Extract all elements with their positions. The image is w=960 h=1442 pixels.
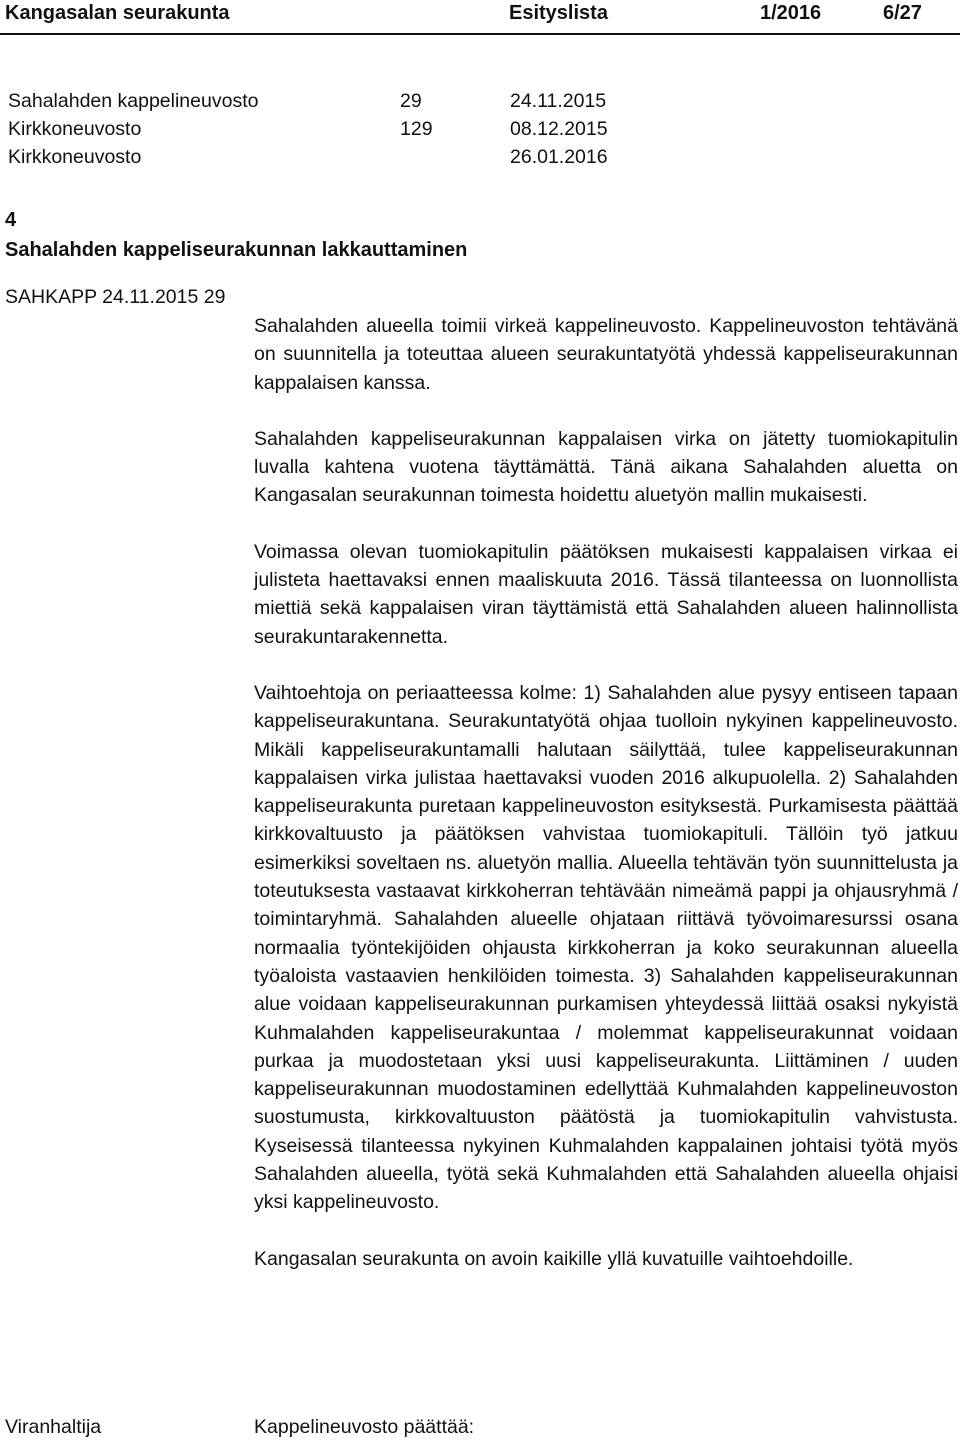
- item-heading: [5, 205, 467, 265]
- page-number: 6/27: [883, 2, 922, 24]
- paragraph: Sahalahden alueella toimii virkeä kappelineuvosto. Kappelineuvoston tehtävänä on suunnitella ja toteuttaa alueen seurakuntatyötä yhdessä kappeliseurakunnan kappalaisen kanssa.: [254, 315, 958, 394]
- item-reference: SAHKAPP 24.11.2015 29: [5, 286, 226, 308]
- item-number: 4: [5, 209, 17, 231]
- header-divider: [0, 33, 960, 35]
- document-type: Esityslista: [509, 2, 608, 24]
- history-number: 129: [400, 118, 433, 140]
- paragraph: Sahalahden kappeliseurakunnan kappalaisen virka on jätetty tuomiokapitulin luvalla kahtena vuotena täyttämättä. Tänä aikana Sahalahden aluetta on Kangasalan seurakunnan toimesta hoidettu aluetyön mallin mukaisesti.: [254, 427, 958, 507]
- item-title: Sahalahden kappeliseurakunnan lakkauttaminen: [5, 239, 468, 261]
- footer-right: Kappelineuvosto päättää:: [254, 1416, 475, 1438]
- paragraph: Voimassa olevan tuomiokapitulin päätöksen mukaisesti kappalaisen virkaa ei julisteta haettavaksi ennen maaliskuuta 2016. Tässä tilanteessa on luonnollista miettiä sekä kappalaisen viran täyttämistä että Sahalahden alueen halinnollista seurakuntarakennetta.: [254, 540, 958, 648]
- history-date: 26.01.2016: [510, 146, 608, 168]
- history-body: Kirkkoneuvosto: [8, 118, 142, 140]
- history-body: Kirkkoneuvosto: [8, 146, 142, 168]
- meeting-number: 1/2016: [760, 2, 822, 24]
- history-date: 24.11.2015: [510, 90, 607, 112]
- item-body: [254, 312, 958, 1273]
- paragraph: Vaihtoehtoja on periaatteessa kolme: 1) Sahalahden alue pysyy entiseen tapaan kappeliseurakuntana. Seurakuntatyötä ohjaa tuolloin nykyinen kappelineuvosto. Mikäli kappeliseurakuntamalli halutaan säilyttää, tulee kappeliseurakunnan kappalaisen virka julistaa haettavaksi vuoden 2016 alkupuolella. 2) Sahalahden kappeliseurakunta puretaan kappelineuvoston esityksestä. Purkamisesta päättää kirkkovaltuusto ja päätöksen vahvistaa tuomiokapituli. Tällöin työ jatkuu esimerkiksi soveltaen ns. aluetyön mallia. Alueella tehtävän työn suunnittelusta ja toteutuksesta vastaavat kirkkoherran tehtävään nimeämä pappi ja ohjausryhmä / toimintaryhmä. Sahalahden alueelle ohjataan riittävä työvoimaresurssi osana normaalia työntekijöiden ohjausta kirkkoherran ja koko seurakunnan alueella työaloista vastaavien henkilöiden toimesta. 3) Sahalahden kappeliseurakunnan alue voidaan kappeliseurakunnan purkamisen yhteydessä liittää osaksi nykyistä Kuhmalahden kappeliseurakuntaa / molemmat kappeliseurakunnat voidaan purkaa ja muodostetaan yksi uusi kappeliseurakunta. Liittäminen / uuden kappeliseurakunnan muodostaminen edellyttää Kuhmalahden kappelineuvoston suostumusta, kirkkovaltuuston päätöstä ja tuomiokapitulin vahvistusta. Kyseisessä tilanteessa nykyinen Kuhmalahden kappalainen johtaisi työtä myös Sahalahden alueella, työtä sekä Kuhmalahden että Sahalahden alueella ohjaisi yksi kappelineuvosto.: [254, 681, 958, 1214]
- org-name: Kangasalan seurakunta: [5, 2, 230, 24]
- page-header: [0, 0, 960, 34]
- history-date: 08.12.2015: [510, 118, 608, 140]
- history-body: Sahalahden kappelineuvosto: [8, 90, 259, 112]
- history-number: 29: [400, 90, 422, 112]
- footer-left: Viranhaltija: [5, 1416, 102, 1438]
- paragraph: Kangasalan seurakunta on avoin kaikille yllä kuvatuille vaihtoehdoille.: [254, 1247, 854, 1270]
